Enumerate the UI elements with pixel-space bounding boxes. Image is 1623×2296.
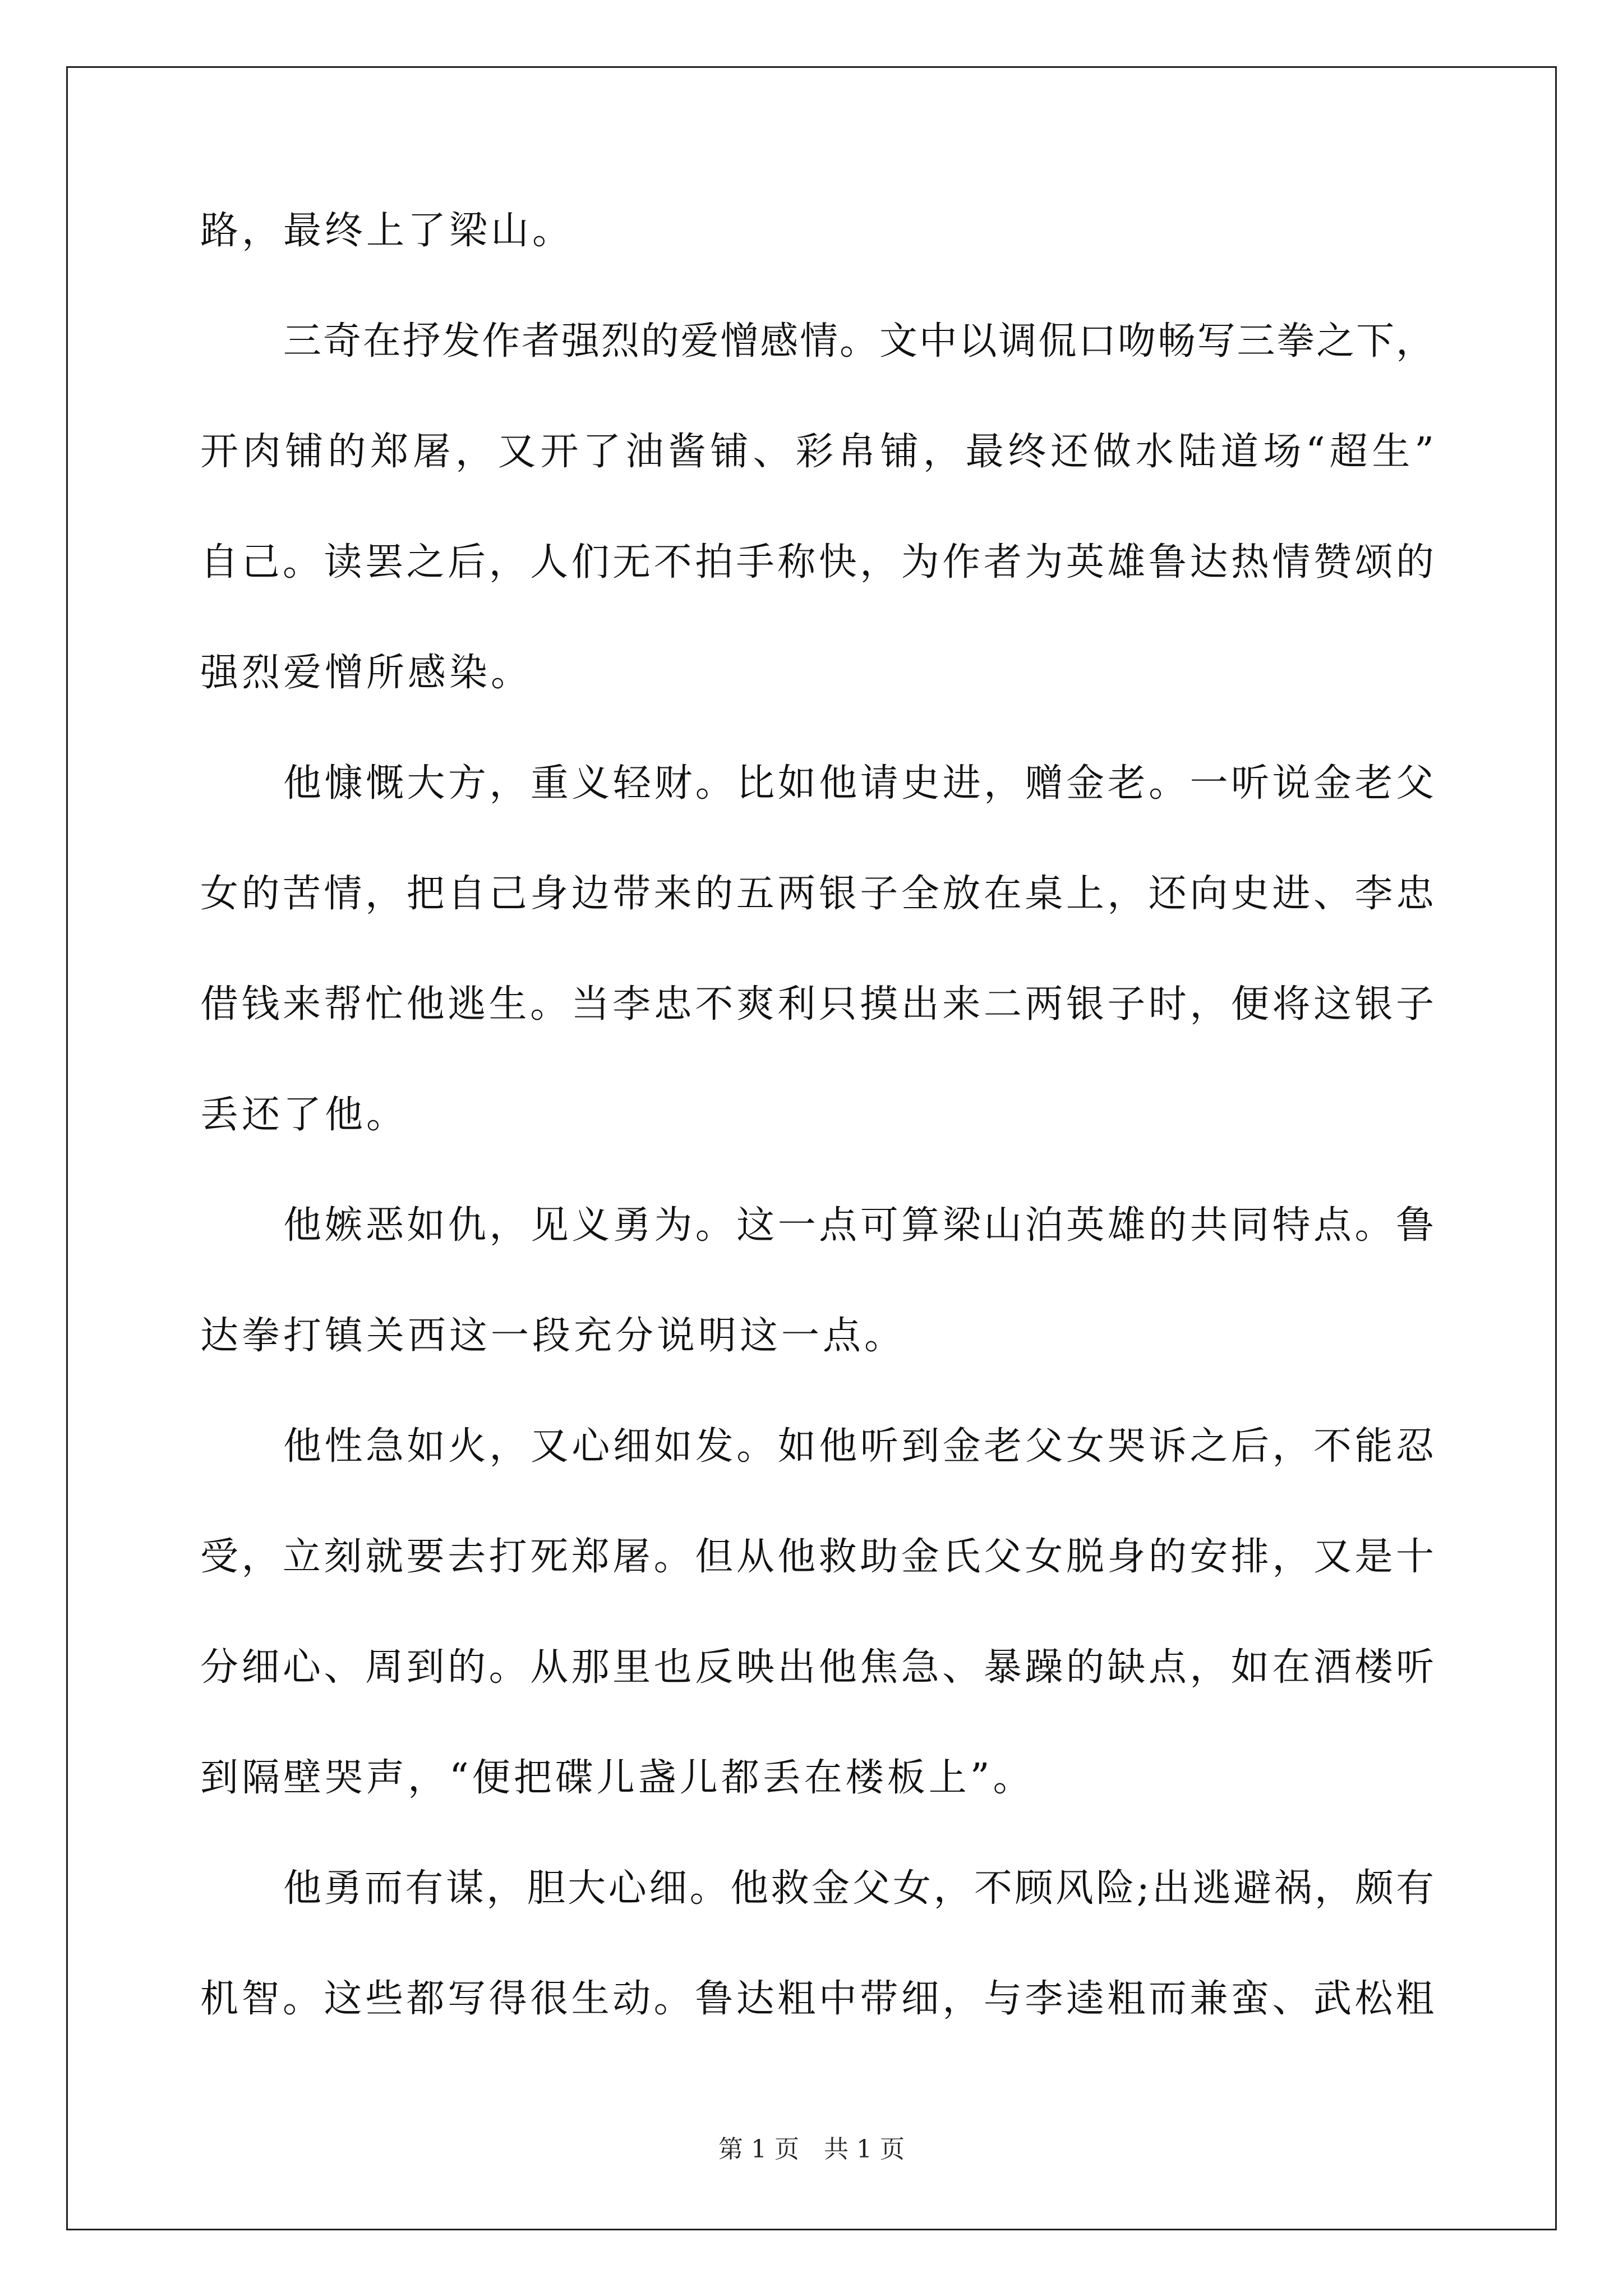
text-line: 女的苦情，把自己身边带来的五两银子全放在桌上，还向史进、李忠 (200, 872, 1434, 916)
text-line: 丢还了他。 (200, 1093, 408, 1137)
text-line: 路，最终上了梁山。 (200, 209, 574, 253)
document-body (200, 209, 1434, 2091)
text-line: 自己。读罢之后，人们无不拍手称快，为作者为英雄鲁达热情赞颂的 (200, 540, 1434, 585)
text-line: 到隔壁哭声，“便把碟儿盏儿都丢在楼板上”。 (200, 1756, 1035, 1800)
text-line: 借钱来帮忙他逃生。当李忠不爽利只摸出来二两银子时，便将这银子 (200, 982, 1434, 1027)
text-line: 强烈爱憎所感染。 (200, 651, 533, 695)
text-line: 开肉铺的郑屠，又开了油酱铺、彩帛铺，最终还做水陆道场“超生” (200, 430, 1434, 474)
text-line: 机智。这些都写得很生动。鲁达粗中带细，与李逵粗而兼蛮、武松粗 (200, 1977, 1434, 2021)
page-number-footer: 第 1 页 共 1 页 (718, 2135, 905, 2164)
text-line: 他嫉恶如仇，见义勇为。这一点可算梁山泊英雄的共同特点。鲁 (283, 1203, 1434, 1248)
text-line: 达拳打镇关西这一段充分说明这一点。 (200, 1314, 906, 1358)
text-line: 分细心、周到的。从那里也反映出他焦急、暴躁的缺点，如在酒楼听 (200, 1645, 1434, 1690)
text-line: 他勇而有谋，胆大心细。他救金父女，不顾风险;出逃避祸，颇有 (283, 1866, 1434, 1911)
text-line: 受，立刻就要去打死郑屠。但从他救助金氏父女脱身的安排，又是十 (200, 1535, 1434, 1579)
text-line: 他慷慨大方，重义轻财。比如他请史进，赠金老。一听说金老父 (283, 761, 1434, 806)
text-line: 三奇在抒发作者强烈的爱憎感情。文中以调侃口吻畅写三拳之下， (283, 319, 1434, 364)
text-line: 他性急如火，又心细如发。如他听到金老父女哭诉之后，不能忍 (283, 1424, 1434, 1469)
